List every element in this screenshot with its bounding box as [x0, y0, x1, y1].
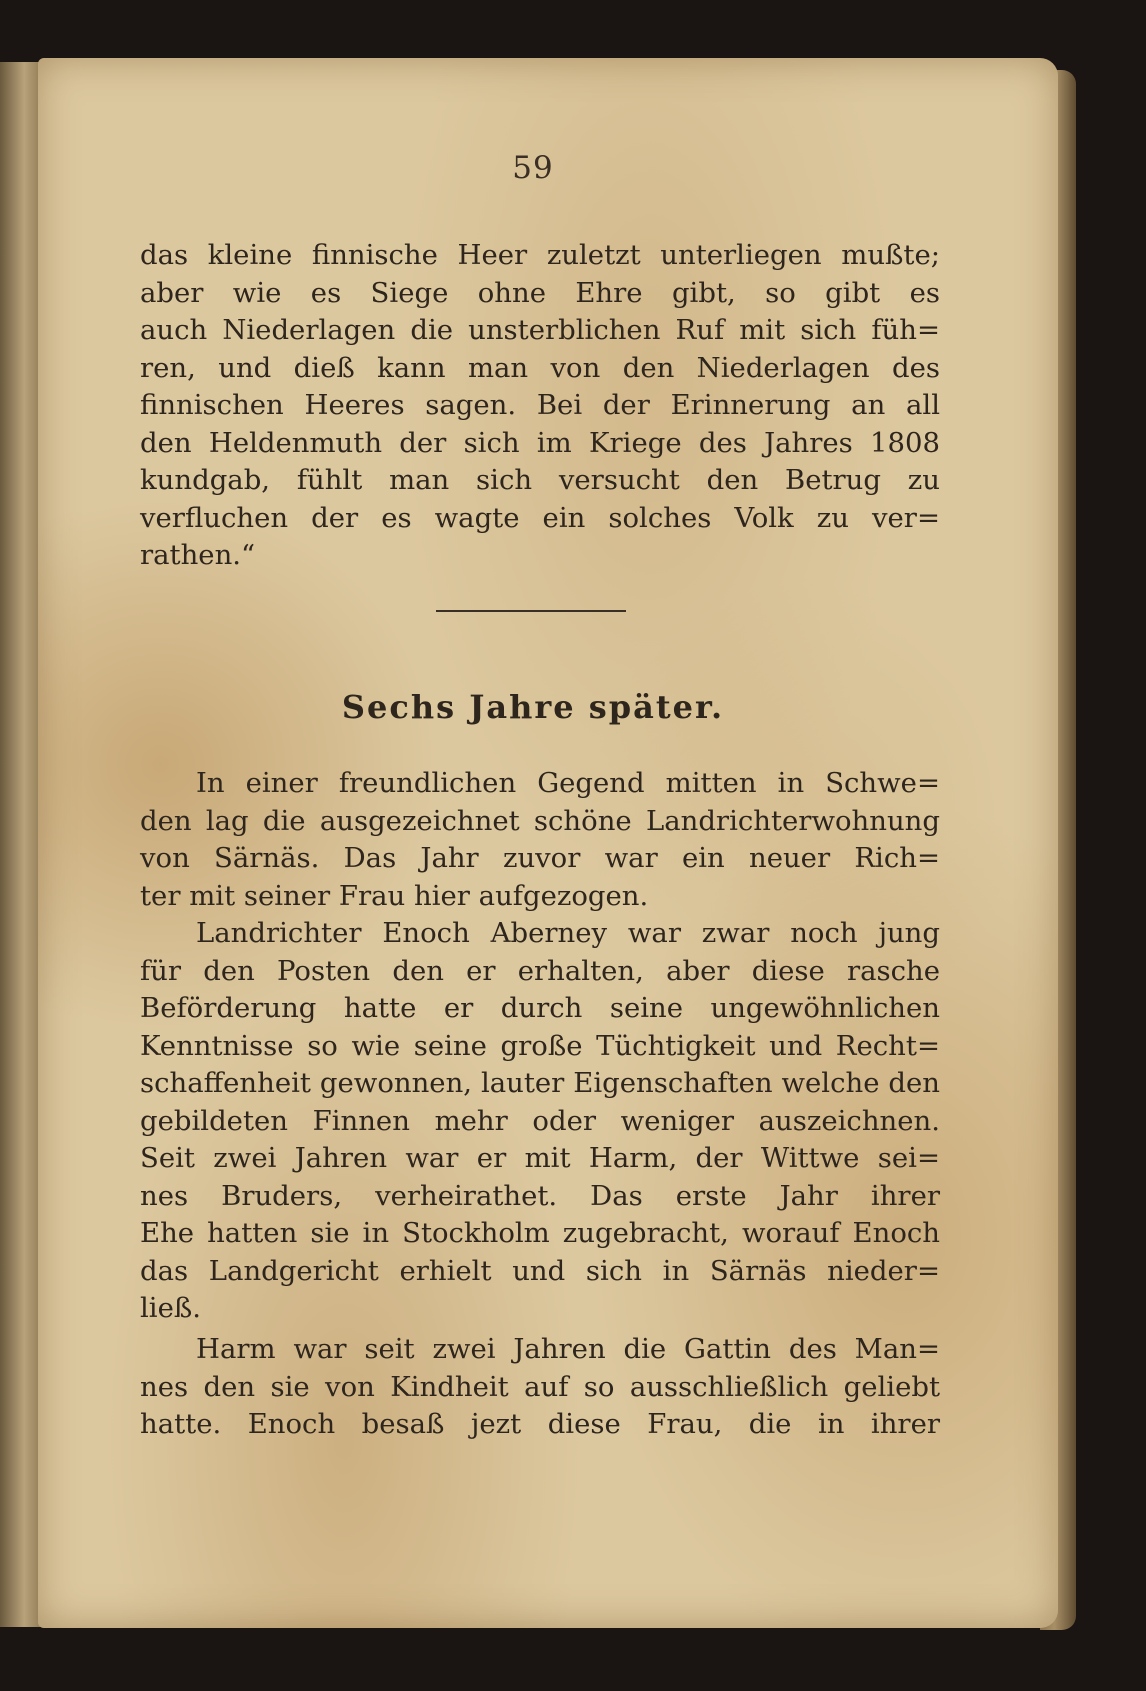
text-line: aber wie es Siege ohne Ehre gibt, so gibt es — [140, 276, 940, 309]
chapter-heading: Sechs Jahre später. — [341, 688, 725, 726]
text-line: Beförderung hatte er durch seine ungewöhnlichen — [140, 992, 940, 1024]
text-line: finnischen Heeres sagen. Bei der Erinnerung an all — [140, 389, 940, 421]
text-line: nes Bruders, verheirathet. Das erste Jahr ihrer — [140, 1179, 940, 1212]
text-line: nes den sie von Kindheit auf so ausschließlich geliebt — [140, 1370, 940, 1403]
text-line: ter mit seiner Frau hier aufgezogen. — [140, 879, 649, 912]
text-line: schaffenheit gewonnen, lauter Eigenschaften welche den — [140, 1067, 940, 1099]
text-line: auch Niederlagen die unsterblichen Ruf mit sich füh= — [140, 314, 940, 346]
text-line: Ehe hatten sie in Stockholm zugebracht, worauf Enoch — [140, 1217, 940, 1249]
text-line: den lag die ausgezeichnet schöne Landrichterwohnung — [140, 804, 940, 837]
text-line: Harm war seit zwei Jahren die Gattin des Man= — [196, 1333, 940, 1365]
text-line: Seit zwei Jahren war er mit Harm, der Wittwe sei= — [140, 1142, 940, 1174]
paragraph-continuation — [140, 237, 940, 575]
text-line: von Särnäs. Das Jahr zuvor war ein neuer Rich= — [140, 842, 940, 874]
text-line: rathen.“ — [140, 539, 256, 571]
text-line: den Heldenmuth der sich im Kriege des Jahres 1808 — [140, 426, 940, 459]
text-line: das kleine finnische Heer zuletzt unterliegen mußte; — [140, 239, 940, 271]
text-line: das Landgericht erhielt und sich in Särnäs nieder= — [140, 1254, 940, 1287]
page-number: 59 — [512, 150, 554, 186]
text-line: ließ. — [140, 1292, 201, 1324]
section-separator — [436, 610, 626, 612]
paragraph-body — [140, 1331, 940, 1444]
text-line: Landrichter Enoch Aberney war zwar noch jung — [196, 917, 940, 949]
text-line: ren, und dieß kann man von den Niederlagen des — [140, 351, 940, 384]
text-line: gebildeten Finnen mehr oder weniger auszeichnen. — [140, 1104, 940, 1137]
text-line: hatte. Enoch besaß jezt diese Frau, die in ihrer — [140, 1408, 940, 1440]
text-line: verfluchen der es wagte ein solches Volk zu ver= — [140, 501, 940, 534]
text-line: kundgab, fühlt man sich versucht den Betrug zu — [140, 464, 940, 496]
text-line: Kenntnisse so wie seine große Tüchtigkeit und Recht= — [140, 1029, 940, 1062]
text-line: In einer freundlichen Gegend mitten in Schwe= — [196, 767, 940, 799]
paragraph-body — [140, 765, 940, 1328]
text-line: für den Posten den er erhalten, aber diese rasche — [140, 954, 940, 987]
